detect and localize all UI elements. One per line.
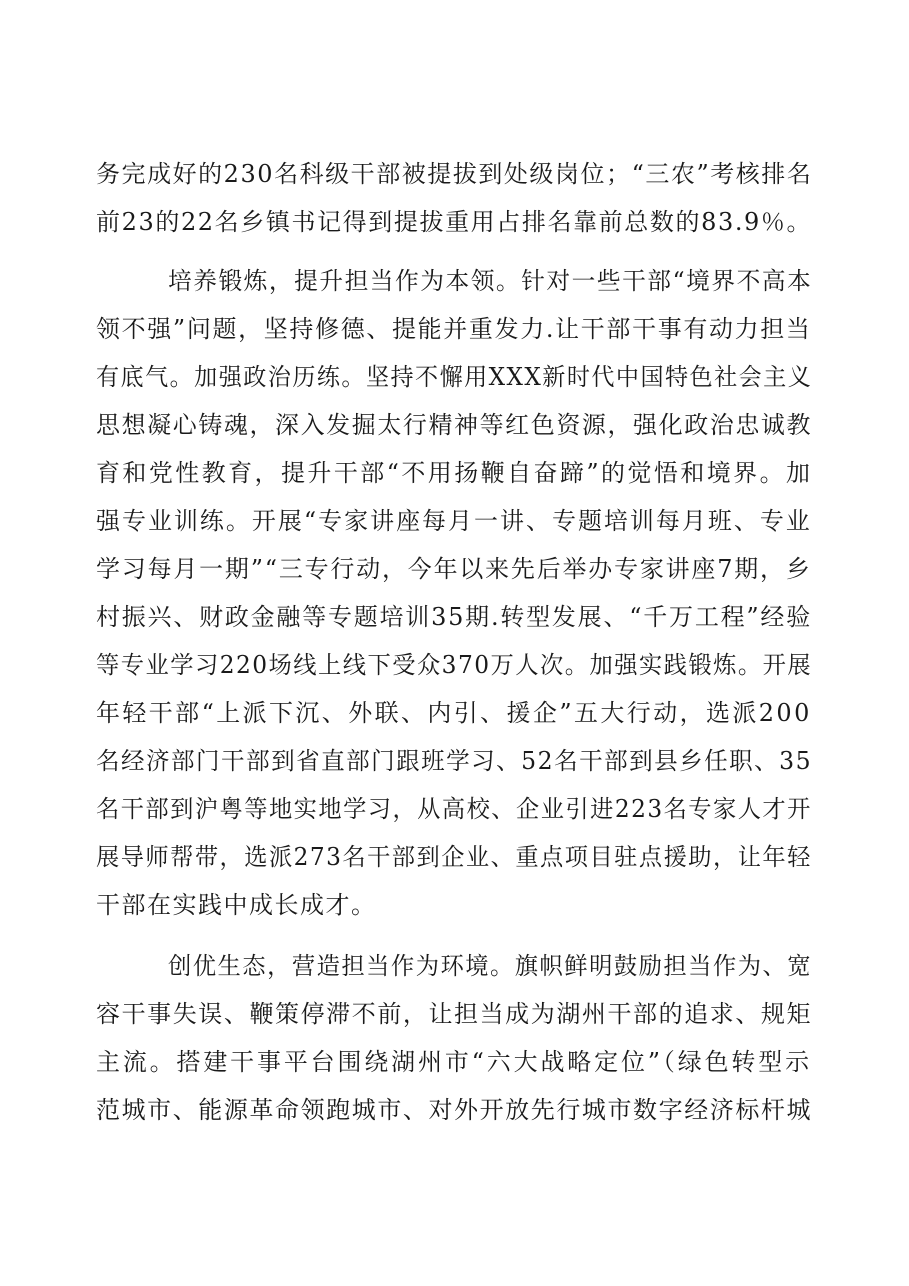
text-line: 学习每月一期”“三专行动，今年以来先后举办专家讲座7期，乡 bbox=[96, 555, 812, 583]
text-line: 育和党性教育，提升干部“不用扬鞭自奋蹄”的觉悟和境界。加 bbox=[96, 459, 813, 487]
text-line: 强专业训练。开展“专家讲座每月一讲、专题培训每月班、专业 bbox=[96, 507, 812, 535]
text-line: 前23的22名乡镇书记得到提拔重用占排名靠前总数的83.9％。 bbox=[96, 208, 813, 236]
text-line: 主流。搭建干事平台围绕湖州市“六大战略定位”（绿色转型示 bbox=[96, 1048, 812, 1076]
text-line: 等专业学习220场线上线下受众370万人次。加强实践锻炼。开展 bbox=[96, 651, 813, 679]
text-line: 村振兴、财政金融等专题培训35期.转型发展、“千万工程”经验 bbox=[96, 603, 812, 631]
paragraph-first-line: 培养锻炼，提升担当作为本领。针对一些干部“境界不高本 bbox=[168, 267, 813, 295]
text-line: 思想凝心铸魂，深入发掘太行精神等红色资源，强化政治忠诚教 bbox=[96, 411, 813, 439]
text-line: 有底气。加强政治历练。坚持不懈用XXX新时代中国特色社会主义 bbox=[96, 363, 813, 391]
text-line: 名经济部门干部到省直部门跟班学习、52名干部到县乡任职、35 bbox=[96, 747, 813, 775]
text-line: 年轻干部“上派下沉、外联、内引、援企”五大行动，选派200 bbox=[96, 699, 812, 727]
text-line: 范城市、能源革命领跑城市、对外开放先行城市数字经济标杆城 bbox=[96, 1096, 813, 1124]
text-line: 容干事失误、鞭策停滞不前，让担当成为湖州干部的追求、规矩 bbox=[96, 1000, 813, 1028]
text-line: 干部在实践中成长成才。 bbox=[96, 891, 377, 919]
text-line: 名干部到沪粤等地实地学习，从高校、企业引进223名专家人才开 bbox=[96, 795, 812, 823]
text-line: 务完成好的230名科级干部被提拔到处级岗位；“三农”考核排名 bbox=[96, 160, 813, 188]
text-line: 领不强”问题，坚持修德、提能并重发力.让干部干事有动力担当 bbox=[96, 315, 812, 343]
text-line: 展导师帮带，选派273名干部到企业、重点项目驻点援助，让年轻 bbox=[96, 843, 812, 871]
paragraph-first-line: 创优生态，营造担当作为环境。旗帜鲜明鼓励担当作为、宽 bbox=[168, 952, 812, 980]
